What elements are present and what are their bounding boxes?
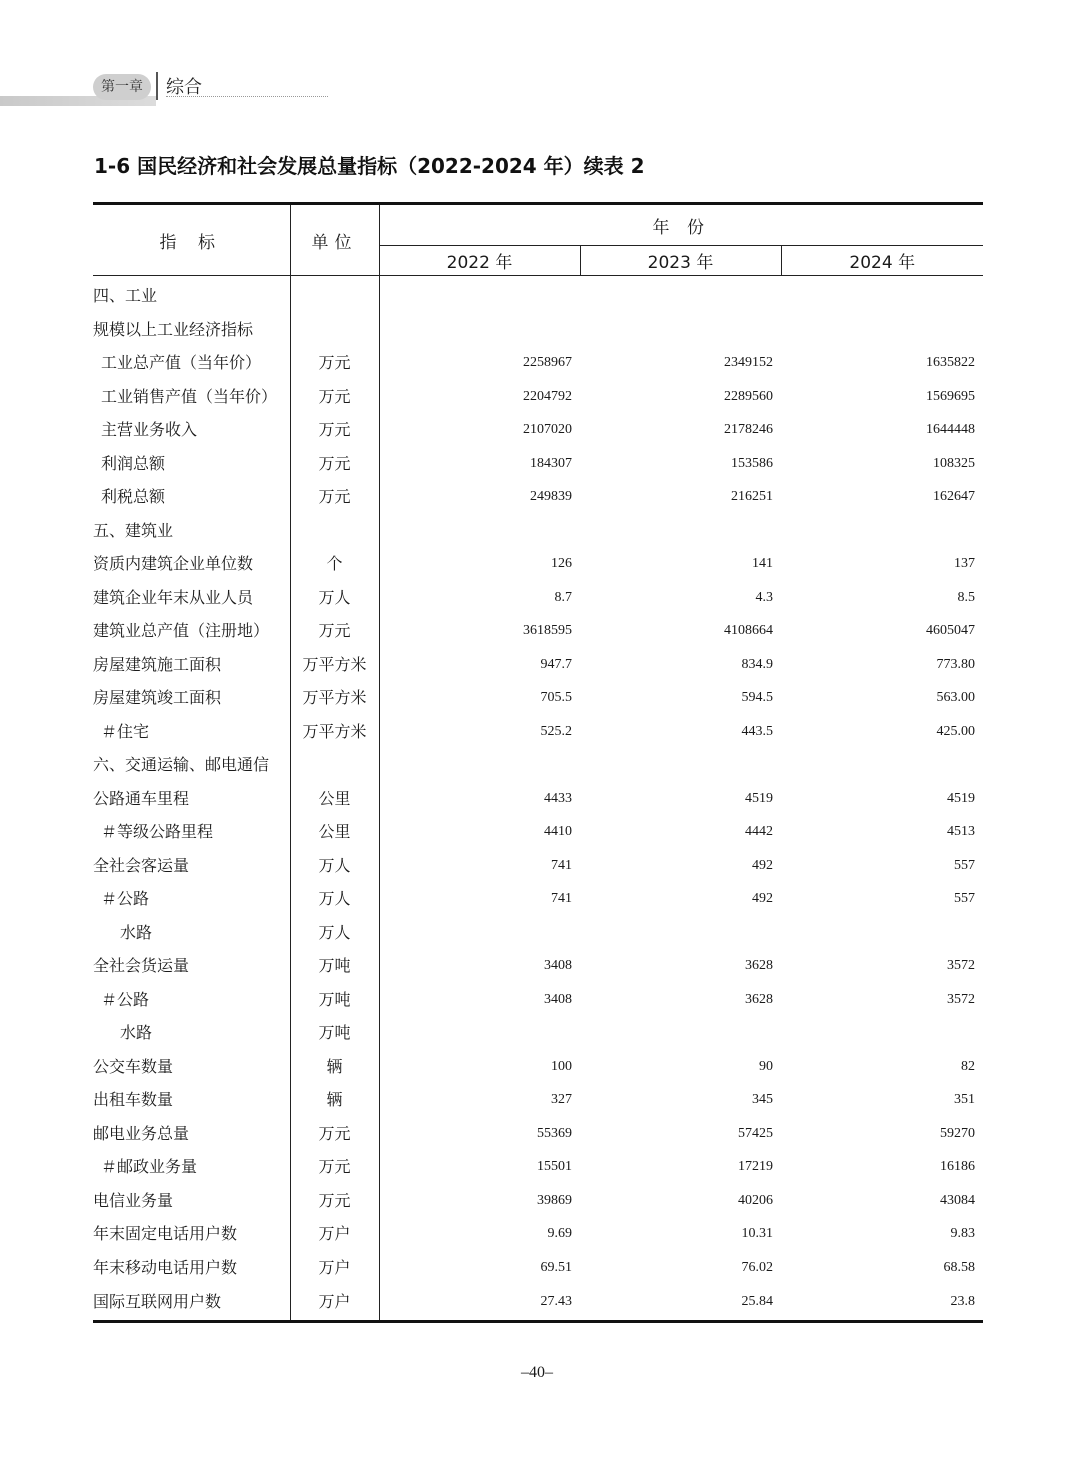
table-row	[93, 614, 983, 648]
table-row	[93, 1284, 983, 1322]
value-2022: 2258967	[379, 346, 580, 380]
table-row	[93, 276, 983, 313]
value-2023: 492	[752, 857, 773, 873]
value-2024	[781, 748, 983, 782]
value-2024: 563.00	[936, 690, 976, 705]
statistics-table-container	[93, 202, 983, 1323]
unit-cell: 万吨	[290, 949, 379, 983]
indicator-name: ＃公路	[101, 889, 150, 908]
value-2024: 59270	[940, 1125, 976, 1141]
unit-cell	[290, 313, 379, 347]
indicator-name: 工业销售产值（当年价）	[101, 386, 278, 406]
value-2024: 8.5	[957, 589, 976, 605]
table-row	[93, 648, 983, 682]
value-2022: 69.51	[379, 1251, 580, 1285]
table-row	[93, 849, 983, 883]
unit-cell	[290, 276, 379, 313]
indicator-name: 全社会货运量	[93, 956, 190, 975]
value-2022: 2107020	[379, 413, 580, 447]
value-2023	[580, 514, 781, 548]
value-2023: 4108664	[724, 623, 773, 638]
indicator-name: 主营业务收入	[101, 420, 198, 439]
unit-cell: 万户	[290, 1251, 379, 1285]
value-2024: 3572	[947, 958, 976, 973]
value-2024: 1569695	[926, 388, 976, 404]
unit-cell: 万元	[290, 1184, 379, 1218]
value-2024: 4605047	[926, 623, 976, 638]
table-row	[93, 748, 983, 782]
value-2024	[781, 276, 983, 313]
value-2024: 773.80	[936, 656, 976, 672]
value-2023: 76.02	[741, 1259, 773, 1275]
table-row	[93, 1251, 983, 1285]
table-row	[93, 514, 983, 548]
header-year-2023: 2023 年	[580, 246, 781, 276]
value-2022: 525.2	[379, 715, 580, 749]
value-2022: 4410	[379, 815, 580, 849]
page-number: –40–	[521, 1364, 553, 1381]
value-2022: 741	[379, 882, 580, 916]
value-2022: 705.5	[379, 681, 580, 715]
value-2024: 4519	[947, 790, 976, 806]
indicator-name: 公路通车里程	[93, 788, 190, 808]
value-2023: 90	[759, 1058, 773, 1074]
value-2024: 1644448	[926, 422, 976, 437]
value-2022: 3618595	[379, 614, 580, 648]
indicator-name: 利税总额	[101, 487, 166, 506]
unit-cell	[290, 748, 379, 782]
unit-cell: 万元	[290, 380, 379, 414]
value-2022	[379, 1016, 580, 1050]
table-row	[93, 547, 983, 581]
value-2024: 108325	[933, 455, 976, 471]
unit-cell: 万人	[290, 581, 379, 615]
value-2022: 2204792	[379, 380, 580, 414]
table-row	[93, 1150, 983, 1184]
indicator-name: 五、建筑业	[93, 520, 174, 540]
value-2024: 16186	[940, 1159, 976, 1174]
value-2024: 1635822	[926, 355, 976, 370]
value-2022: 249839	[379, 480, 580, 514]
table-row	[93, 313, 983, 347]
table-row	[93, 916, 983, 950]
unit-cell: 万人	[290, 882, 379, 916]
value-2022: 15501	[379, 1150, 580, 1184]
indicator-name: 国际互联网用户数	[93, 1292, 222, 1312]
indicator-name: 资质内建筑企业单位数	[93, 554, 254, 573]
value-2023: 57425	[738, 1125, 773, 1141]
unit-cell: 万元	[290, 346, 379, 380]
indicator-name: 电信业务量	[93, 1190, 174, 1210]
indicator-name: ＃邮政业务量	[101, 1157, 198, 1176]
unit-cell: 万平方米	[290, 681, 379, 715]
value-2022: 27.43	[379, 1284, 580, 1322]
value-2023	[580, 916, 781, 950]
table-row	[93, 1050, 983, 1084]
indicator-name: 建筑业总产值（注册地）	[93, 621, 270, 640]
value-2024: 557	[954, 891, 976, 906]
value-2022	[379, 313, 580, 347]
statistics-table	[93, 202, 983, 1323]
value-2024	[781, 1016, 983, 1050]
value-2024: 43084	[940, 1192, 976, 1208]
unit-cell: 万元	[290, 447, 379, 481]
header-year-group: 年 份	[379, 204, 983, 246]
value-2023: 345	[752, 1092, 773, 1107]
header-unit: 单位	[290, 204, 379, 276]
value-2024: 351	[954, 1092, 976, 1107]
value-2024	[781, 916, 983, 950]
value-2023: 153586	[731, 455, 773, 471]
value-2024: 425.00	[936, 723, 976, 739]
indicator-name: 利润总额	[101, 453, 166, 473]
value-2022: 4433	[379, 782, 580, 816]
table-title: 1-6 国民经济和社会发展总量指标（2022-2024 年）续表 2	[94, 154, 645, 178]
value-2022	[379, 748, 580, 782]
unit-cell: 万平方米	[290, 715, 379, 749]
table-row	[93, 1117, 983, 1151]
indicator-name: 六、交通运输、邮电通信	[93, 755, 270, 774]
value-2023: 2349152	[724, 355, 773, 370]
unit-cell: 万人	[290, 849, 379, 883]
value-2023: 3628	[745, 991, 773, 1007]
value-2022	[379, 276, 580, 313]
value-2024: 82	[961, 1058, 976, 1074]
value-2023: 17219	[738, 1159, 773, 1174]
indicator-name: 出租车数量	[93, 1090, 174, 1109]
value-2022: 947.7	[379, 648, 580, 682]
table-row	[93, 346, 983, 380]
indicator-name: 房屋建筑竣工面积	[93, 688, 222, 707]
table-row	[93, 447, 983, 481]
value-2023: 10.31	[741, 1226, 773, 1241]
value-2024: 137	[954, 556, 976, 571]
value-2023: 2178246	[724, 422, 773, 437]
unit-cell: 万元	[290, 614, 379, 648]
indicator-name: ＃住宅	[101, 721, 150, 741]
unit-cell: 万平方米	[290, 648, 379, 682]
value-2023	[580, 1016, 781, 1050]
unit-cell	[290, 514, 379, 548]
value-2023: 594.5	[741, 690, 773, 705]
table-row	[93, 1184, 983, 1218]
unit-cell: 辆	[290, 1050, 379, 1084]
unit-cell: 个	[290, 547, 379, 581]
value-2023: 3628	[745, 958, 773, 973]
value-2023	[580, 276, 781, 313]
value-2024: 4513	[947, 824, 976, 839]
value-2023: 834.9	[741, 656, 773, 672]
table-row	[93, 413, 983, 447]
value-2023: 2289560	[724, 388, 773, 404]
table-row	[93, 715, 983, 749]
indicator-name: ＃公路	[101, 989, 150, 1009]
value-2022: 9.69	[379, 1217, 580, 1251]
unit-cell: 万人	[290, 916, 379, 950]
value-2022: 3408	[379, 983, 580, 1017]
value-2022: 126	[379, 547, 580, 581]
indicator-name: 工业总产值（当年价）	[101, 353, 262, 372]
indicator-name: 公交车数量	[93, 1056, 174, 1076]
value-2024: 557	[954, 857, 976, 873]
unit-cell: 公里	[290, 782, 379, 816]
indicator-name: 水路	[120, 922, 153, 942]
value-2022: 55369	[379, 1117, 580, 1151]
table-body	[93, 276, 983, 1322]
value-2022: 184307	[379, 447, 580, 481]
value-2022: 3408	[379, 949, 580, 983]
table-row	[93, 882, 983, 916]
indicator-name: 四、工业	[93, 286, 158, 305]
value-2022: 8.7	[379, 581, 580, 615]
value-2024: 23.8	[950, 1294, 976, 1310]
chapter-divider	[156, 72, 158, 100]
indicator-name: 房屋建筑施工面积	[93, 654, 222, 674]
unit-cell: 万元	[290, 1150, 379, 1184]
table-row	[93, 1217, 983, 1251]
table-row	[93, 782, 983, 816]
unit-cell: 万元	[290, 413, 379, 447]
header-year-2024: 2024 年	[781, 246, 983, 276]
value-2024: 9.83	[950, 1226, 976, 1241]
table-row	[93, 1083, 983, 1117]
value-2022: 100	[379, 1050, 580, 1084]
indicator-name: 水路	[120, 1023, 153, 1042]
value-2022: 39869	[379, 1184, 580, 1218]
value-2022	[379, 916, 580, 950]
table-row	[93, 581, 983, 615]
table-row	[93, 480, 983, 514]
table-row	[93, 983, 983, 1017]
value-2023: 443.5	[741, 723, 773, 739]
value-2023: 40206	[738, 1192, 773, 1208]
header-year-2022: 2022 年	[379, 246, 580, 276]
indicator-name: 邮电业务总量	[93, 1123, 190, 1143]
value-2022: 327	[379, 1083, 580, 1117]
value-2022	[379, 514, 580, 548]
table-row	[93, 681, 983, 715]
value-2023: 141	[752, 556, 773, 571]
indicator-name: 年末固定电话用户数	[93, 1224, 238, 1243]
indicator-name: 规模以上工业经济指标	[93, 319, 254, 339]
table-row	[93, 815, 983, 849]
chapter-label: 第一章	[93, 74, 151, 100]
value-2024: 68.58	[943, 1259, 976, 1275]
unit-cell: 万元	[290, 480, 379, 514]
unit-cell: 万吨	[290, 1016, 379, 1050]
indicator-name: 年末移动电话用户数	[93, 1257, 238, 1277]
value-2023: 4519	[745, 790, 773, 806]
value-2024	[781, 514, 983, 548]
unit-cell: 公里	[290, 815, 379, 849]
unit-cell: 万元	[290, 1117, 379, 1151]
value-2024	[781, 313, 983, 347]
unit-cell: 万吨	[290, 983, 379, 1017]
value-2024: 162647	[933, 489, 976, 504]
table-row	[93, 949, 983, 983]
indicator-name: 全社会客运量	[93, 855, 190, 875]
value-2023: 4.3	[755, 589, 773, 605]
value-2023: 25.84	[741, 1294, 773, 1310]
header-indicator: 指 标	[93, 204, 290, 276]
value-2024: 3572	[947, 991, 976, 1007]
table-row	[93, 1016, 983, 1050]
value-2022: 741	[379, 849, 580, 883]
value-2023: 216251	[731, 489, 773, 504]
value-2023: 492	[752, 891, 773, 906]
table-row	[93, 380, 983, 414]
value-2023	[580, 748, 781, 782]
unit-cell: 辆	[290, 1083, 379, 1117]
indicator-name: ＃等级公路里程	[101, 822, 214, 841]
value-2023: 4442	[745, 824, 773, 839]
value-2023	[580, 313, 781, 347]
unit-cell: 万户	[290, 1284, 379, 1322]
unit-cell: 万户	[290, 1217, 379, 1251]
chapter-rule	[166, 96, 328, 97]
indicator-name: 建筑企业年末从业人员	[93, 587, 254, 607]
chapter-name: 综合	[166, 77, 202, 98]
